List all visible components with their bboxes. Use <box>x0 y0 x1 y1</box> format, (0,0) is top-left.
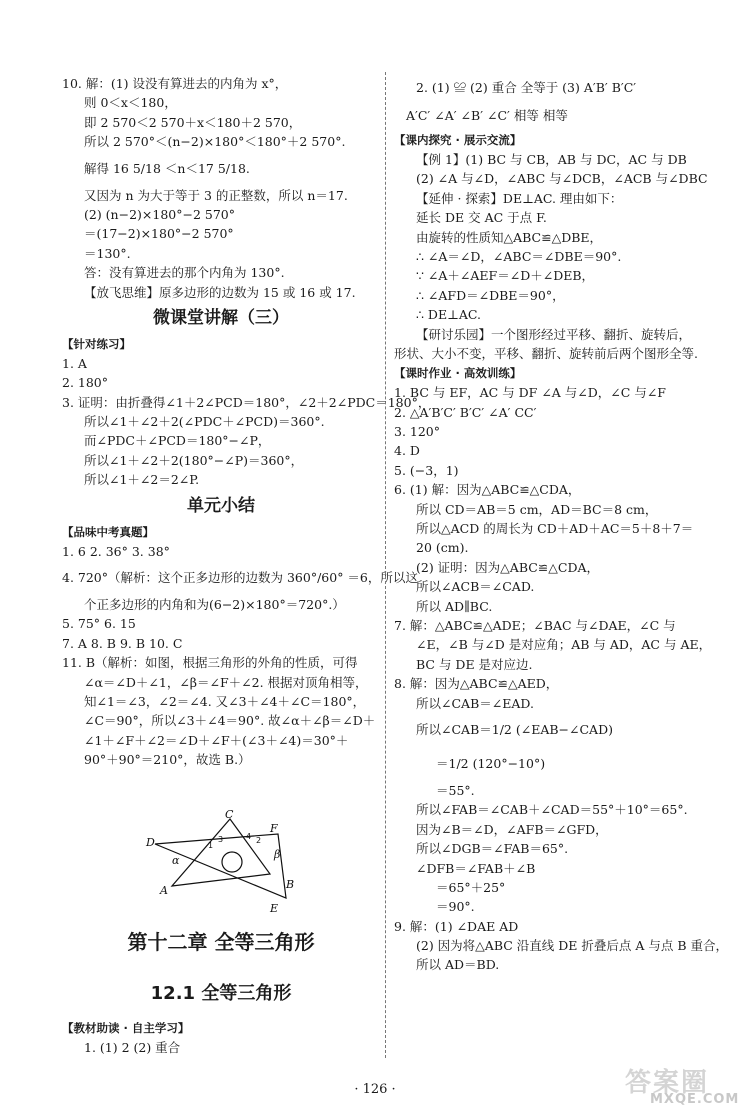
left-line: 所以∠1＋∠2＋2(180°−∠P)＝360°， <box>84 452 304 468</box>
right-line: 7. 解：△ABC≌△ADE；∠BAC 与∠DAE，∠C 与 <box>394 617 676 633</box>
right-line: 所以∠CAB＝∠EAD. <box>416 695 534 711</box>
label-A: A <box>160 884 168 897</box>
left-line: 【放飞思维】原多边形的边数为 15 或 16 或 17. <box>84 284 356 300</box>
left-line: 3. 证明：由折叠得∠1＋2∠PCD＝180°，∠2＋2∠PDC＝180°， <box>62 394 431 410</box>
right-line: BC 与 DE 是对应边. <box>416 656 533 672</box>
label-F: F <box>270 822 278 835</box>
right-line: ∠E，∠B 与∠D 是对应角；AB 与 AD，AC 与 AE， <box>416 637 712 653</box>
right-line: 因为∠B＝∠D，∠AFB＝∠GFD， <box>416 821 608 837</box>
right-line: 【例 1】(1) BC 与 CB，AB 与 DC，AC 与 DB <box>416 152 687 167</box>
column-divider <box>385 72 386 1058</box>
chapter-line: 【教材助读 · 自主学习】 <box>62 1021 190 1035</box>
right-line: (2) 证明：因为△ABC≌△CDA， <box>416 559 600 575</box>
right-line: 由旋转的性质知△ABC≌△DBE， <box>416 229 603 245</box>
right-line: 所以 CD＝AB＝5 cm，AD＝BC＝8 cm， <box>416 501 658 517</box>
label-B: B <box>286 878 295 891</box>
left-line: 5. 75° 6. 15 <box>62 616 136 632</box>
inner-circle <box>222 852 242 872</box>
watermark-logo: 答案圈 <box>625 1068 710 1098</box>
right-line: 20 (cm). <box>416 540 469 556</box>
right-line: 所以∠ACB＝∠CAD. <box>416 579 535 595</box>
right-line: 【课内探究 · 展示交流】 <box>394 133 522 147</box>
right-line: (2) 因为将△ABC 沿直线 DE 折叠后点 A 与点 B 重合， <box>416 938 728 954</box>
label-1: 1 <box>208 841 214 850</box>
right-line: ∴ ∠A＝∠D，∠ABC＝∠DBE＝90°. <box>416 248 622 264</box>
left-line: 则 0＜x＜180， <box>84 95 177 111</box>
left-line: 知∠1＝∠3，∠2＝∠4. 又∠3＋∠4＋∠C＝180°， <box>84 693 366 709</box>
right-line: 9. 解：(1) ∠DAE AD <box>394 918 519 934</box>
right-line: 5. (−3，1) <box>394 462 459 478</box>
page-number: · 126 · <box>354 1082 396 1097</box>
left-line: 1. 6 2. 36° 3. 38° <box>62 543 170 559</box>
right-line: 3. 120° <box>394 424 441 440</box>
right-line: 【延伸 · 探索】DE⊥AC. 理由如下： <box>416 190 623 206</box>
left-line: 【针对练习】 <box>62 336 131 351</box>
left-line: 微课堂讲解（三） <box>153 307 289 328</box>
right-line: 8. 解：因为△ABC≌△AED， <box>394 676 559 692</box>
chapter-line: 第十二章 全等三角形 <box>127 930 315 954</box>
label-D: D <box>146 836 155 849</box>
left-line: ∠C＝90°，所以∠3＋∠4＝90°. 故∠α＋∠β＝∠D＋ <box>84 713 376 729</box>
right-line: 所以∠FAB＝∠CAB＋∠CAD＝55°＋10°＝65°. <box>416 802 688 818</box>
right-line: ＝1/2 (120°−10°) <box>436 755 546 771</box>
left-line: 所以∠1＋∠2＝2∠P. <box>84 472 200 488</box>
left-line: 解得 16 5/18 ＜n＜17 5/18. <box>84 160 250 176</box>
chapter-line: 12.1 全等三角形 <box>150 983 292 1004</box>
left-line: 即 2 570＜2 570＋x＜180＋2 570， <box>84 114 302 130</box>
right-column <box>394 74 728 975</box>
left-line: ∠1＋∠F＋∠2＝∠D＋∠F＋(∠3＋∠4)＝30°＋ <box>84 732 349 748</box>
right-line: ＝65°＋25° <box>436 879 506 895</box>
label-beta: β <box>274 848 281 861</box>
right-line: 【课时作业 · 高效训练】 <box>394 366 522 381</box>
right-line: 所以 AD∥BC. <box>416 598 493 614</box>
right-line: A′C′ ∠A′ ∠B′ ∠C′ 相等 相等 <box>406 108 568 123</box>
left-line: 个正多边形的内角和为(6−2)×180°＝720°.） <box>84 597 345 613</box>
label-4: 4 <box>246 832 252 841</box>
right-line: 所以 AD＝BD. <box>416 957 500 973</box>
left-line: ∠α＝∠D＋∠1，∠β＝∠F＋∠2. 根据对顶角相等， <box>84 674 368 690</box>
right-line: 所以∠DGB＝∠FAB＝65°. <box>416 841 569 857</box>
right-line: 所以∠CAB＝1/2 (∠EAB−∠CAD) <box>416 721 613 737</box>
right-line: 形状、大小不变，平移、翻折、旋转前后两个图形全等. <box>394 345 698 361</box>
label-3: 3 <box>218 835 224 844</box>
triangle-figure <box>146 808 306 915</box>
left-line: 7. A 8. B 9. B 10. C <box>62 635 183 651</box>
chapter-line: 1. (1) 2 (2) 重合 <box>84 1040 181 1055</box>
watermark-url: MXQE.COM <box>650 1092 740 1107</box>
label-2: 2 <box>256 836 262 845</box>
label-E: E <box>270 902 279 915</box>
left-line: (2) (n−2)×180°−2 570° <box>84 206 236 222</box>
right-line: ∠DFB＝∠FAB＋∠B <box>416 860 536 876</box>
left-line: 单元小结 <box>187 495 255 516</box>
left-line: 90°＋90°＝210°，故选 B.） <box>84 752 251 768</box>
right-line: ∴ ∠AFD＝∠DBE＝90°， <box>416 287 565 303</box>
right-line: 【研讨乐园】一个图形经过平移、翻折、旋转后， <box>416 326 692 342</box>
left-line: 1. A <box>62 355 87 371</box>
left-line: 答：没有算进去的那个内角为 130°. <box>84 265 285 281</box>
right-line: ＝55°. <box>436 782 475 798</box>
right-line: ∴ DE⊥AC. <box>416 307 481 323</box>
left-line: 而∠PDC＋∠PCD＝180°−∠P， <box>84 433 271 449</box>
left-line: 10. 解：(1) 设没有算进去的内角为 x°， <box>62 76 288 91</box>
right-line: 4. D <box>394 443 420 459</box>
left-line: 【品味中考真题】 <box>62 524 154 539</box>
label-C: C <box>225 808 234 821</box>
left-line: 2. 180° <box>62 375 109 391</box>
right-line: 延长 DE 交 AC 于点 F. <box>416 210 547 226</box>
right-line: 6. (1) 解：因为△ABC≌△CDA， <box>394 482 581 498</box>
right-line: (2) ∠A 与∠D，∠ABC 与∠DCB，∠ACB 与∠DBC <box>416 171 708 187</box>
triangle-abc <box>172 819 270 886</box>
left-line: ＝130°. <box>84 245 131 261</box>
right-line: ∵ ∠A＋∠AEF＝∠D＋∠DEB， <box>416 268 595 284</box>
right-line: 2. △A′B′C′ B′C′ ∠A′ CC′ <box>394 404 537 420</box>
right-line: 所以△ACD 的周长为 CD＋AD＋AC＝5＋8＋7＝ <box>416 521 694 537</box>
right-line: ＝90°. <box>436 899 475 915</box>
left-line: 又因为 n 为大于等于 3 的正整数，所以 n＝17. <box>84 187 348 203</box>
left-line: 11. B（解析：如图，根据三角形的外角的性质，可得 <box>62 655 358 671</box>
right-line: 2. (1) ≌ (2) 重合 全等于 (3) A′B′ B′C′ <box>416 80 637 95</box>
left-line: ＝(17−2)×180°−2 570° <box>84 226 234 242</box>
label-alpha: α <box>172 854 180 867</box>
left-line: 所以∠1＋∠2＋2(∠PDC＋∠PCD)＝360°. <box>84 414 325 430</box>
right-line: 1. BC 与 EF，AC 与 DF ∠A 与∠D，∠C 与∠F <box>394 385 666 401</box>
left-line: 4. 720°（解析：这个正多边形的边数为 360°/60° ＝6，所以这 <box>62 570 418 586</box>
left-line: 所以 2 570°＜(n−2)×180°＜180°＋2 570°. <box>84 134 346 150</box>
chapter-section <box>62 914 380 1057</box>
